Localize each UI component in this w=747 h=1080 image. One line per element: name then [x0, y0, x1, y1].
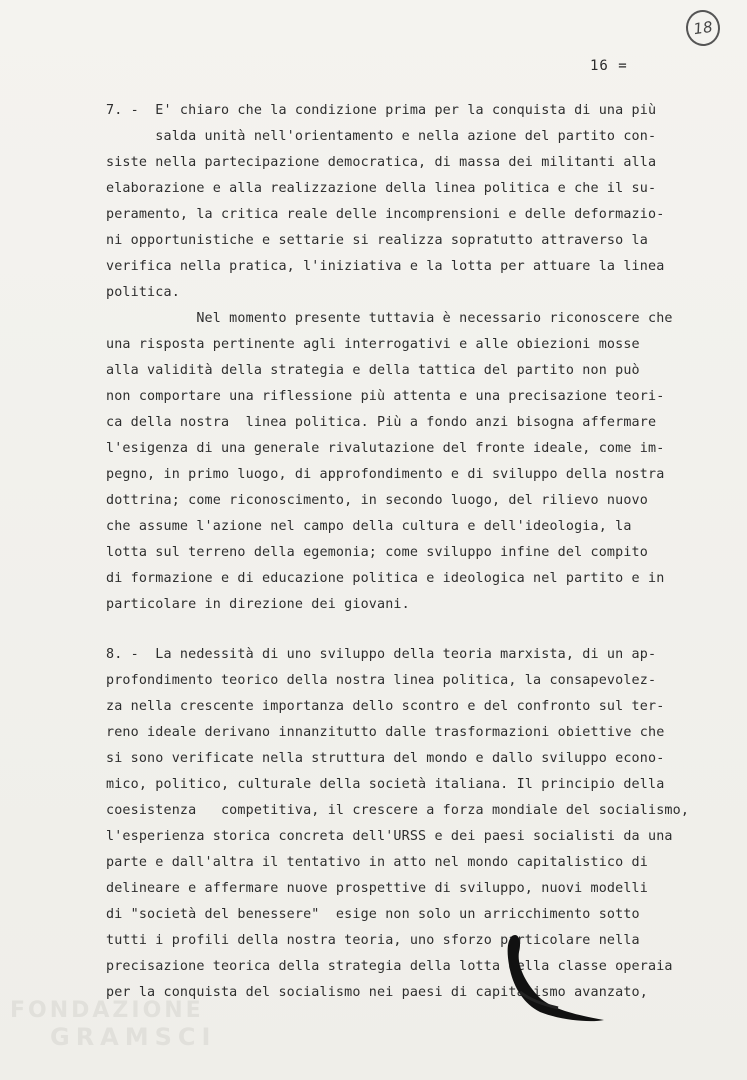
text-line: mico, politico, culturale della società italiana. Il principio della — [106, 777, 665, 792]
text-line: non comportare una riflessione più attenta e una precisazione teori- — [106, 389, 665, 404]
text-line: lotta sul terreno della egemonia; come sviluppo infine del compito — [106, 545, 648, 560]
text-line: di formazione e di educazione politica e ideologica nel partito e in — [106, 571, 665, 586]
text-line: l'esperienza storica concreta dell'URSS e dei paesi socialisti da una — [106, 829, 673, 844]
text-line: pegno, in primo luogo, di approfondimento e di sviluppo della nostra — [106, 467, 665, 482]
text-line: verifica nella pratica, l'iniziativa e la lotta per attuare la linea — [106, 259, 665, 274]
text-line: per la conquista del socialismo nei paesi di capitalismo avanzato, — [106, 985, 648, 1000]
text-line: delineare e affermare nuove prospettive di sviluppo, nuovi modelli — [106, 881, 648, 896]
text-line: parte e dall'altra il tentativo in atto nel mondo capitalistico di — [106, 855, 648, 870]
text-line: profondimento teorico della nostra linea politica, la consapevolez- — [106, 673, 657, 688]
text-line: particolare in direzione dei giovani. — [106, 597, 410, 612]
text-line: coesistenza competitiva, il crescere a forza mondiale del socialismo, — [106, 803, 690, 818]
text-line: 8. - La nedessità di uno sviluppo della teoria marxista, di un ap- — [106, 647, 657, 662]
text-line: za nella crescente importanza dello scontro e del confronto sul ter- — [106, 699, 665, 714]
text-line: che assume l'azione nel campo della cultura e dell'ideologia, la — [106, 519, 632, 534]
text-line: di "società del benessere" esige non solo un arricchimento sotto — [106, 907, 640, 922]
watermark-line1: FONDAZIONE — [10, 998, 204, 1023]
archive-page-number: 18 — [684, 8, 723, 48]
text-line: politica. — [106, 285, 180, 300]
ink-smudge — [500, 930, 620, 1030]
text-line: l'esigenza di una generale rivalutazione del fronte ideale, come im- — [106, 441, 665, 456]
text-line: alla validità della strategia e della tattica del partito non può — [106, 363, 640, 378]
watermark-line2: GRAMSCI — [50, 1023, 217, 1051]
text-line: reno ideale derivano innanzitutto dalle trasformazioni obiettive che — [106, 725, 665, 740]
text-line: una risposta pertinente agli interrogativi e alle obiezioni mosse — [106, 337, 640, 352]
text-line: elaborazione e alla realizzazione della linea politica e che il su- — [106, 181, 657, 196]
page-number: 16 = — [590, 58, 628, 74]
text-line: Nel momento presente tuttavia è necessario riconoscere che — [106, 311, 673, 326]
fondazione-gramsci-watermark — [10, 998, 216, 1050]
text-line: siste nella partecipazione democratica, di massa dei militanti alla — [106, 155, 657, 170]
text-line: precisazione teorica della strategia della lotta della classe operaia — [106, 959, 673, 974]
text-line: ni opportunistiche e settarie si realizza sopratutto attraverso la — [106, 233, 648, 248]
text-line: ca della nostra linea politica. Più a fondo anzi bisogna affermare — [106, 415, 657, 430]
text-line: tutti i profili della nostra teoria, uno sforzo particolare nella — [106, 933, 640, 948]
text-line: peramento, la critica reale delle incomprensioni e delle deformazio- — [106, 207, 665, 222]
text-line: 7. - E' chiaro che la condizione prima per la conquista di una più — [106, 103, 657, 118]
text-line: dottrina; come riconoscimento, in secondo luogo, del rilievo nuovo — [106, 493, 648, 508]
text-line: salda unità nell'orientamento e nella azione del partito con- — [106, 129, 657, 144]
text-line: si sono verificate nella struttura del mondo e dallo sviluppo econo- — [106, 751, 665, 766]
